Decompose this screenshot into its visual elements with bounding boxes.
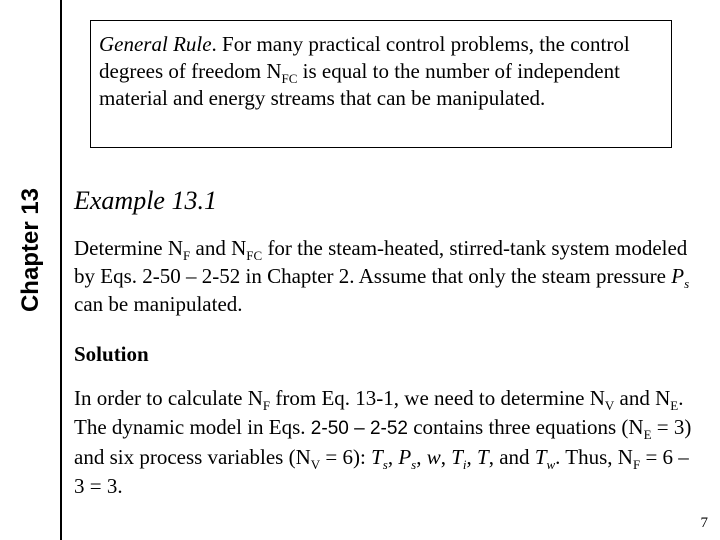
problem-statement bbox=[74, 234, 704, 318]
variable-sub: i bbox=[462, 457, 467, 473]
solution-segment: = 3) and six process variables (N bbox=[74, 415, 692, 469]
solution-sub: F bbox=[632, 457, 641, 473]
solution-segment: , bbox=[440, 445, 452, 469]
equation-range: 2-50 – 2-52 bbox=[310, 418, 408, 439]
process-variable: T bbox=[534, 445, 547, 469]
process-variable: T bbox=[371, 445, 383, 469]
solution-text bbox=[74, 384, 704, 501]
variable-sub: w bbox=[546, 457, 556, 473]
solution-segment: . Thus, N bbox=[555, 445, 633, 469]
solution-segment: , bbox=[416, 445, 427, 469]
general-rule-box bbox=[90, 20, 672, 148]
solution-segment: = 6 – 3 = 3. bbox=[74, 445, 689, 498]
solution-sub: V bbox=[604, 398, 615, 414]
rule-lead: General Rule bbox=[99, 32, 212, 56]
example-title: Example 13.1 bbox=[74, 186, 217, 215]
solution-segment: = 6): bbox=[320, 445, 372, 469]
process-variable: T bbox=[477, 445, 489, 469]
rule-text-1: . For many practical control problems, the control degrees of freedom N bbox=[99, 32, 630, 83]
problem-text: Determine N bbox=[74, 236, 184, 260]
problem-text: and N bbox=[190, 236, 247, 260]
solution-segment: contains three equations (N bbox=[407, 415, 644, 439]
solution-heading: Solution bbox=[74, 342, 149, 366]
solution-segment: , bbox=[466, 445, 478, 469]
rule-text-2: is equal to the number of independent material and energy streams that can be manipulated. bbox=[99, 59, 620, 110]
problem-sub: FC bbox=[246, 248, 263, 264]
page-number: 7 bbox=[700, 515, 708, 531]
solution-segment: . The dynamic model in Eqs. bbox=[74, 386, 684, 439]
solution-segment: from Eq. 13-1, we need to determine N bbox=[270, 386, 605, 410]
problem-variable: P bbox=[671, 264, 685, 288]
process-variable: T bbox=[451, 445, 463, 469]
solution-segment: , bbox=[387, 445, 399, 469]
solution-segment: In order to calculate N bbox=[74, 386, 263, 410]
problem-text: for the steam-heated, stirred-tank system modeled by Eqs. 2-50 – 2-52 in Chapter 2. Assume that only the steam pressure bbox=[74, 236, 688, 288]
solution-sub: E bbox=[643, 427, 652, 443]
problem-sub: F bbox=[183, 248, 191, 264]
process-variable: w bbox=[426, 445, 441, 469]
variable-sub: s bbox=[382, 457, 388, 473]
solution-segment: , and bbox=[488, 445, 535, 469]
variable-sub: s bbox=[411, 457, 417, 473]
solution-segment: and N bbox=[614, 386, 671, 410]
chapter-sidebar bbox=[0, 0, 62, 540]
problem-text: can be manipulated. bbox=[74, 292, 243, 316]
solution-sub: V bbox=[310, 457, 321, 473]
solution-sub: F bbox=[262, 398, 271, 414]
process-variable: P bbox=[398, 445, 412, 469]
solution-sub: E bbox=[670, 398, 679, 414]
problem-sub: s bbox=[684, 276, 690, 292]
chapter-label: Chapter 13 bbox=[17, 187, 44, 313]
rule-sub-fc: FC bbox=[281, 71, 298, 87]
